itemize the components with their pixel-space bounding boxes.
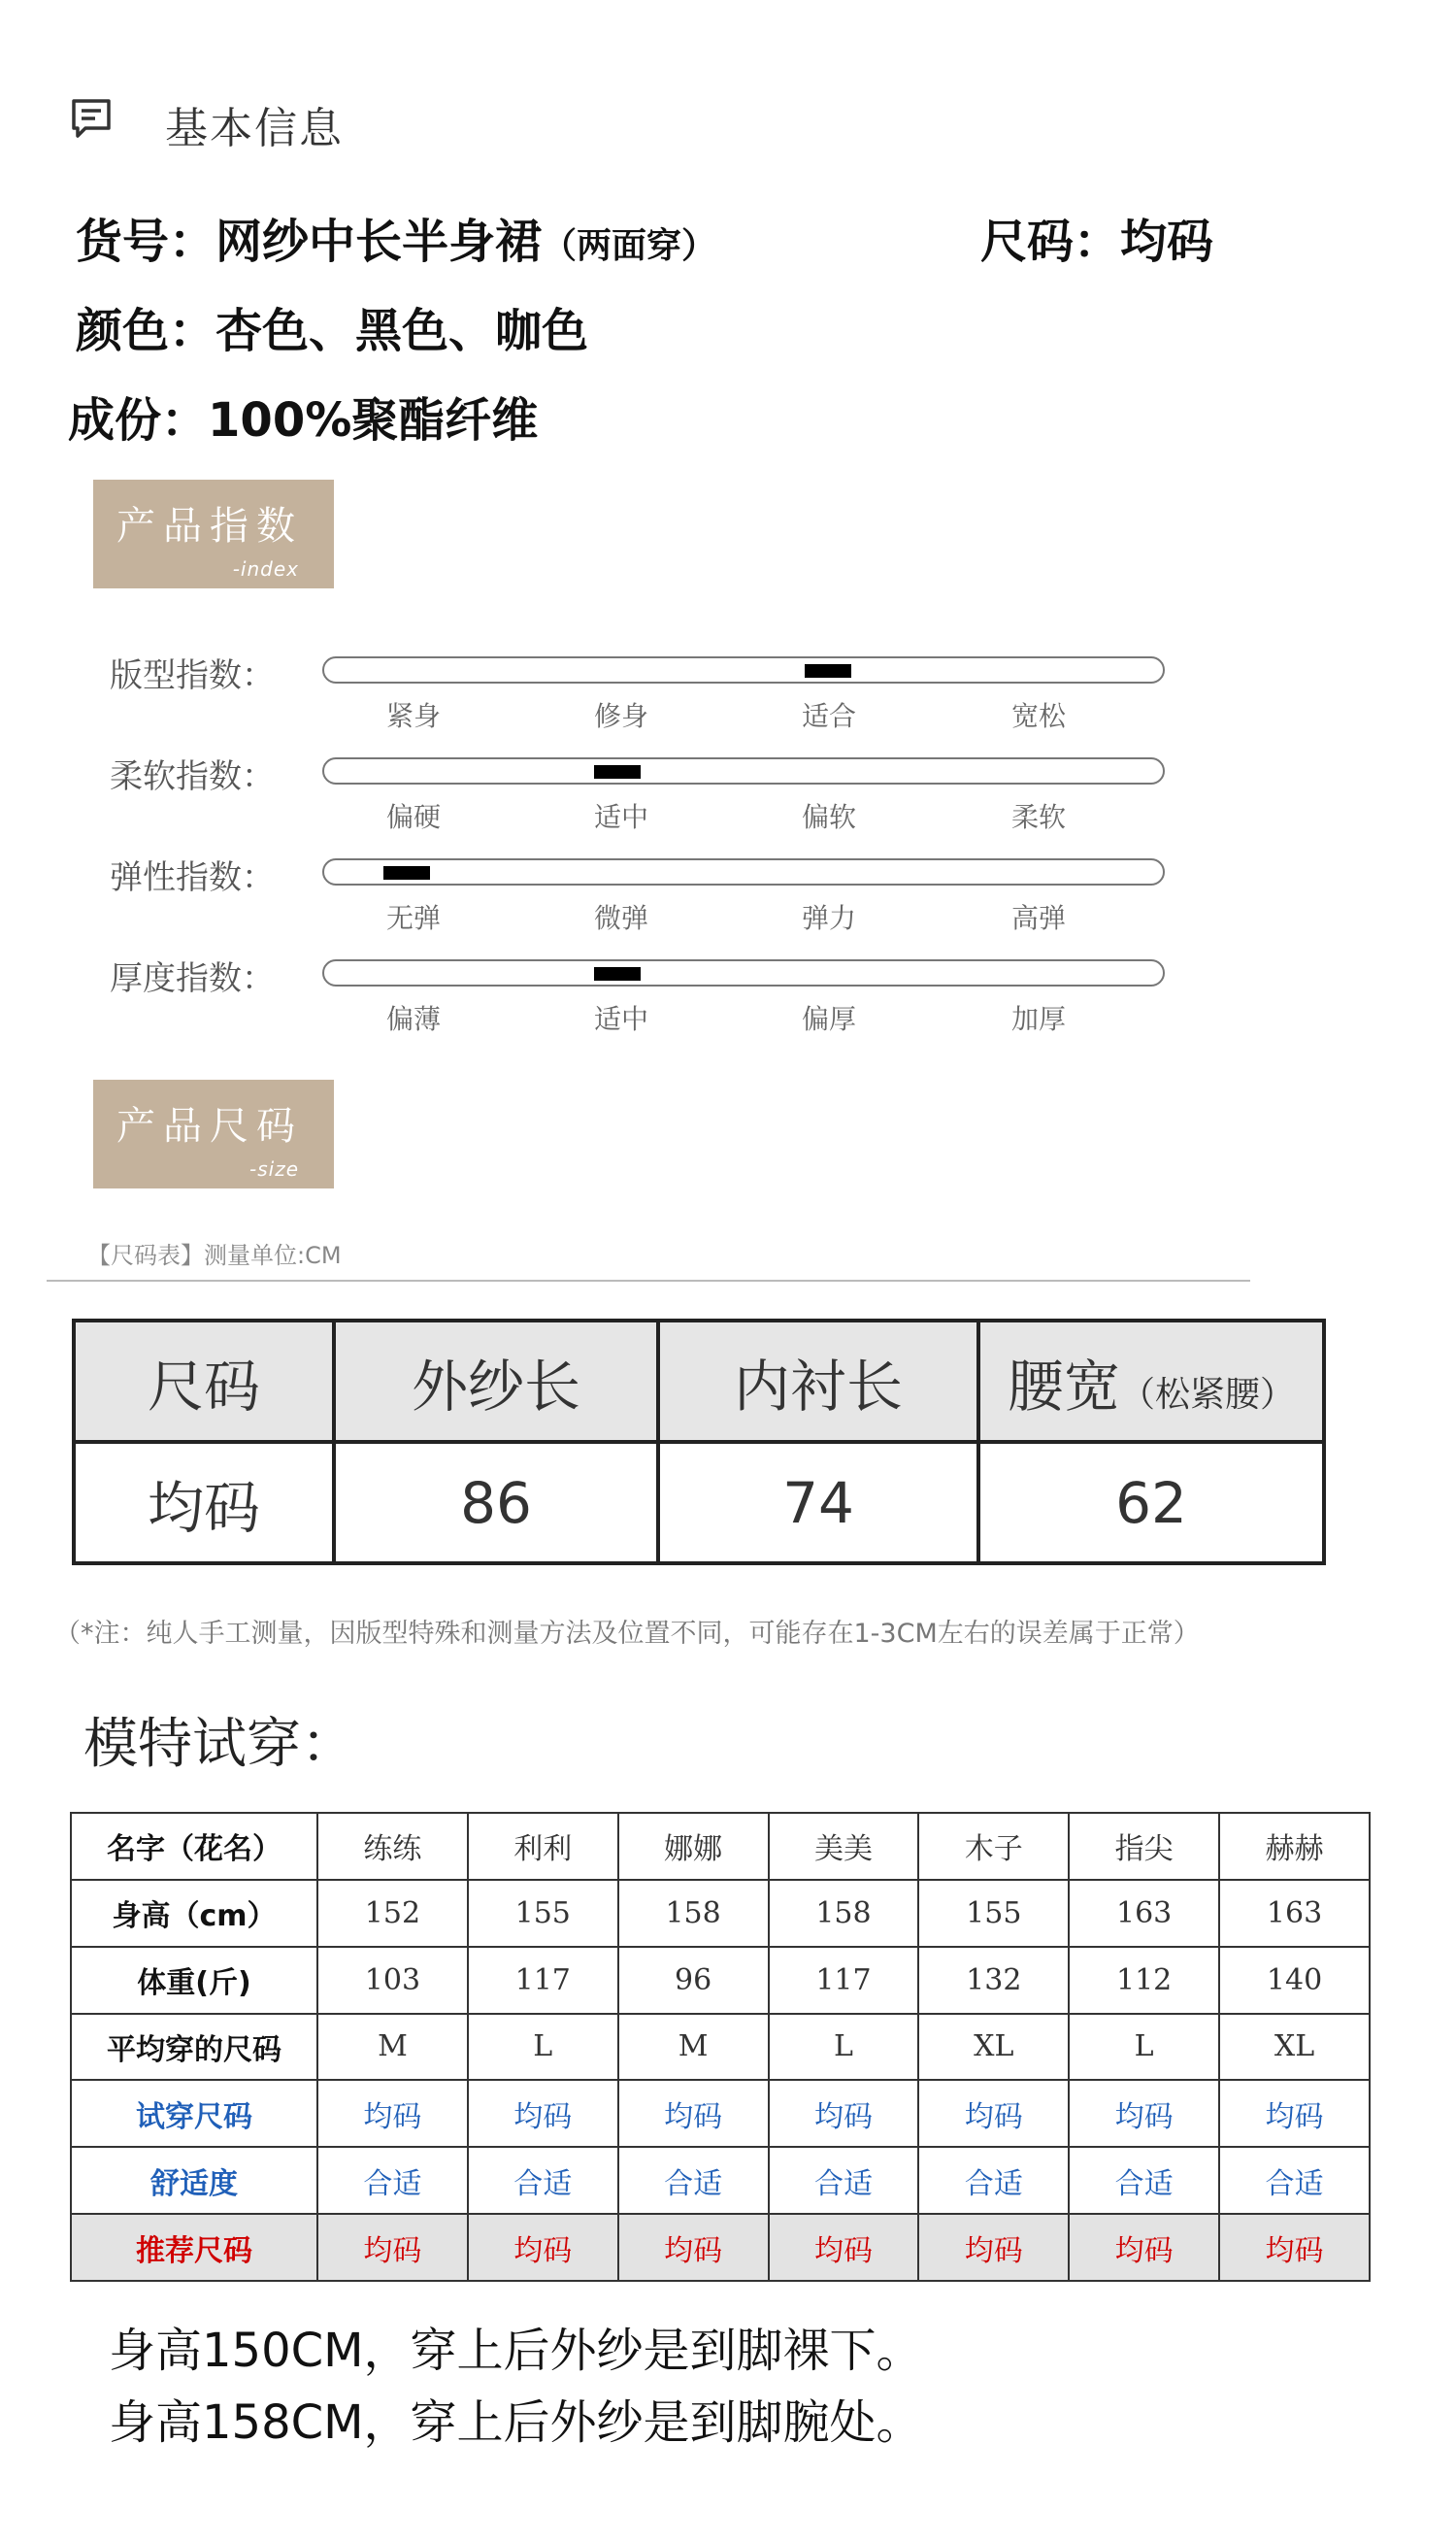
- avg-size-cell: XL: [918, 2014, 1069, 2081]
- row-label: 推荐尺码: [71, 2214, 317, 2281]
- comfort-cell: 合适: [918, 2147, 1069, 2214]
- weight-cell: 132: [918, 1947, 1069, 2014]
- row-label: 试穿尺码: [71, 2080, 317, 2147]
- avg-size-cell: L: [769, 2014, 919, 2081]
- recommended-size-cell: 均码: [1069, 2214, 1219, 2281]
- recommended-size-cell: 均码: [769, 2214, 919, 2281]
- index-tick: 偏薄: [386, 1003, 442, 1035]
- trial-size-cell: 均码: [769, 2080, 919, 2147]
- index-label: 版型指数：: [110, 656, 275, 695]
- index-track: [322, 959, 1165, 987]
- size-table: [72, 1319, 1326, 1565]
- trial-size-cell: 均码: [1069, 2080, 1219, 2147]
- index-track: [322, 858, 1165, 886]
- avg-size-cell: XL: [1219, 2014, 1370, 2081]
- index-tick: 柔软: [1011, 801, 1067, 833]
- index-tick: 适合: [802, 700, 857, 732]
- weight-cell: 140: [1219, 1947, 1370, 2014]
- comment-list-icon: [70, 97, 113, 140]
- index-track: [322, 757, 1165, 785]
- size-line: 尺码：均码: [980, 215, 1214, 269]
- sku-line: 货号：网纱中长半身裙（两面穿）: [76, 215, 717, 269]
- comfort-cell: 合适: [769, 2147, 919, 2214]
- comfort-cell: 合适: [317, 2147, 468, 2214]
- avg-size-cell: M: [317, 2014, 468, 2081]
- weight-cell: 117: [769, 1947, 919, 2014]
- avg-size-cell: L: [1069, 2014, 1219, 2081]
- index-tick: 紧身: [386, 700, 442, 732]
- footer-note-2: 身高158CM，穿上后外纱是到脚腕处。: [109, 2395, 923, 2450]
- size-table-cell: 均码: [74, 1442, 334, 1563]
- model-name: 木子: [918, 1813, 1069, 1880]
- size-table-header: 腰宽（松紧腰）: [978, 1321, 1324, 1442]
- color-line: 颜色：杏色、黑色、咖色: [76, 304, 589, 358]
- size-table-header: 外纱长: [334, 1321, 658, 1442]
- index-label: 弹性指数：: [110, 858, 275, 897]
- row-label: 身高（cm）: [71, 1880, 317, 1947]
- height-cell: 163: [1219, 1880, 1370, 1947]
- avg-size-cell: L: [468, 2014, 618, 2081]
- row-label: 体重(斤): [71, 1947, 317, 2014]
- recommended-size-cell: 均码: [1219, 2214, 1370, 2281]
- index-marker: [594, 765, 641, 779]
- weight-cell: 96: [618, 1947, 769, 2014]
- index-tick: 适中: [594, 1003, 649, 1035]
- comfort-cell: 合适: [468, 2147, 618, 2214]
- height-cell: 163: [1069, 1880, 1219, 1947]
- weight-cell: 117: [468, 1947, 618, 2014]
- model-name: 美美: [769, 1813, 919, 1880]
- comfort-cell: 合适: [1219, 2147, 1370, 2214]
- comfort-cell: 合适: [1069, 2147, 1219, 2214]
- index-tick: 偏硬: [386, 801, 442, 833]
- index-label: 厚度指数：: [110, 959, 275, 998]
- index-marker: [805, 664, 851, 678]
- footer-note-1: 身高150CM，穿上后外纱是到脚裸下。: [109, 2324, 923, 2378]
- height-cell: 155: [918, 1880, 1069, 1947]
- weight-cell: 112: [1069, 1947, 1219, 2014]
- model-name: 指尖: [1069, 1813, 1219, 1880]
- index-tick: 宽松: [1011, 700, 1067, 732]
- try-on-table: [70, 1812, 1371, 2282]
- size-table-header: 尺码: [74, 1321, 334, 1442]
- size-table-cell: 74: [658, 1442, 978, 1563]
- comfort-cell: 合适: [618, 2147, 769, 2214]
- row-label: 舒适度: [71, 2147, 317, 2214]
- index-tick: 无弹: [386, 902, 442, 934]
- trial-size-cell: 均码: [468, 2080, 618, 2147]
- index-tick: 偏厚: [802, 1003, 857, 1035]
- model-name: 娜娜: [618, 1813, 769, 1880]
- avg-size-cell: M: [618, 2014, 769, 2081]
- model-name: 练练: [317, 1813, 468, 1880]
- size-table-header: 内衬长: [658, 1321, 978, 1442]
- recommended-size-cell: 均码: [317, 2214, 468, 2281]
- index-tick: 偏软: [802, 801, 857, 833]
- index-label: 柔软指数：: [110, 757, 275, 796]
- index-track: [322, 656, 1165, 684]
- trial-size-cell: 均码: [1219, 2080, 1370, 2147]
- index-tick: 修身: [594, 700, 649, 732]
- height-cell: 158: [769, 1880, 919, 1947]
- index-tick: 高弹: [1011, 902, 1067, 934]
- try-on-title: 模特试穿：: [83, 1713, 355, 1776]
- divider: [47, 1280, 1250, 1282]
- weight-cell: 103: [317, 1947, 468, 2014]
- index-tick: 微弹: [594, 902, 649, 934]
- row-label: 名字（花名）: [71, 1813, 317, 1880]
- height-cell: 155: [468, 1880, 618, 1947]
- row-label: 平均穿的尺码: [71, 2014, 317, 2081]
- height-cell: 158: [618, 1880, 769, 1947]
- size-table-cell: 86: [334, 1442, 658, 1563]
- height-cell: 152: [317, 1880, 468, 1947]
- trial-size-cell: 均码: [317, 2080, 468, 2147]
- recommended-size-cell: 均码: [918, 2214, 1069, 2281]
- section-title: 基本信息: [165, 104, 344, 153]
- size-badge: 产品尺码 -size: [93, 1080, 334, 1188]
- index-marker: [383, 866, 430, 880]
- material-line: 成份：100%聚酯纤维: [68, 393, 539, 448]
- index-tick: 适中: [594, 801, 649, 833]
- recommended-size-cell: 均码: [468, 2214, 618, 2281]
- recommended-size-cell: 均码: [618, 2214, 769, 2281]
- measurement-note: （*注：纯人手工测量，因版型特殊和测量方法及位置不同，可能存在1-3CM左右的误差属于正常）: [54, 1619, 1200, 1649]
- model-name: 利利: [468, 1813, 618, 1880]
- trial-size-cell: 均码: [618, 2080, 769, 2147]
- size-table-cell: 62: [978, 1442, 1324, 1563]
- index-badge: 产品指数 -index: [93, 480, 334, 588]
- index-marker: [594, 967, 641, 981]
- model-name: 赫赫: [1219, 1813, 1370, 1880]
- size-table-caption: 【尺码表】测量单位:CM: [87, 1242, 342, 1269]
- index-tick: 弹力: [802, 902, 857, 934]
- trial-size-cell: 均码: [918, 2080, 1069, 2147]
- index-tick: 加厚: [1011, 1003, 1067, 1035]
